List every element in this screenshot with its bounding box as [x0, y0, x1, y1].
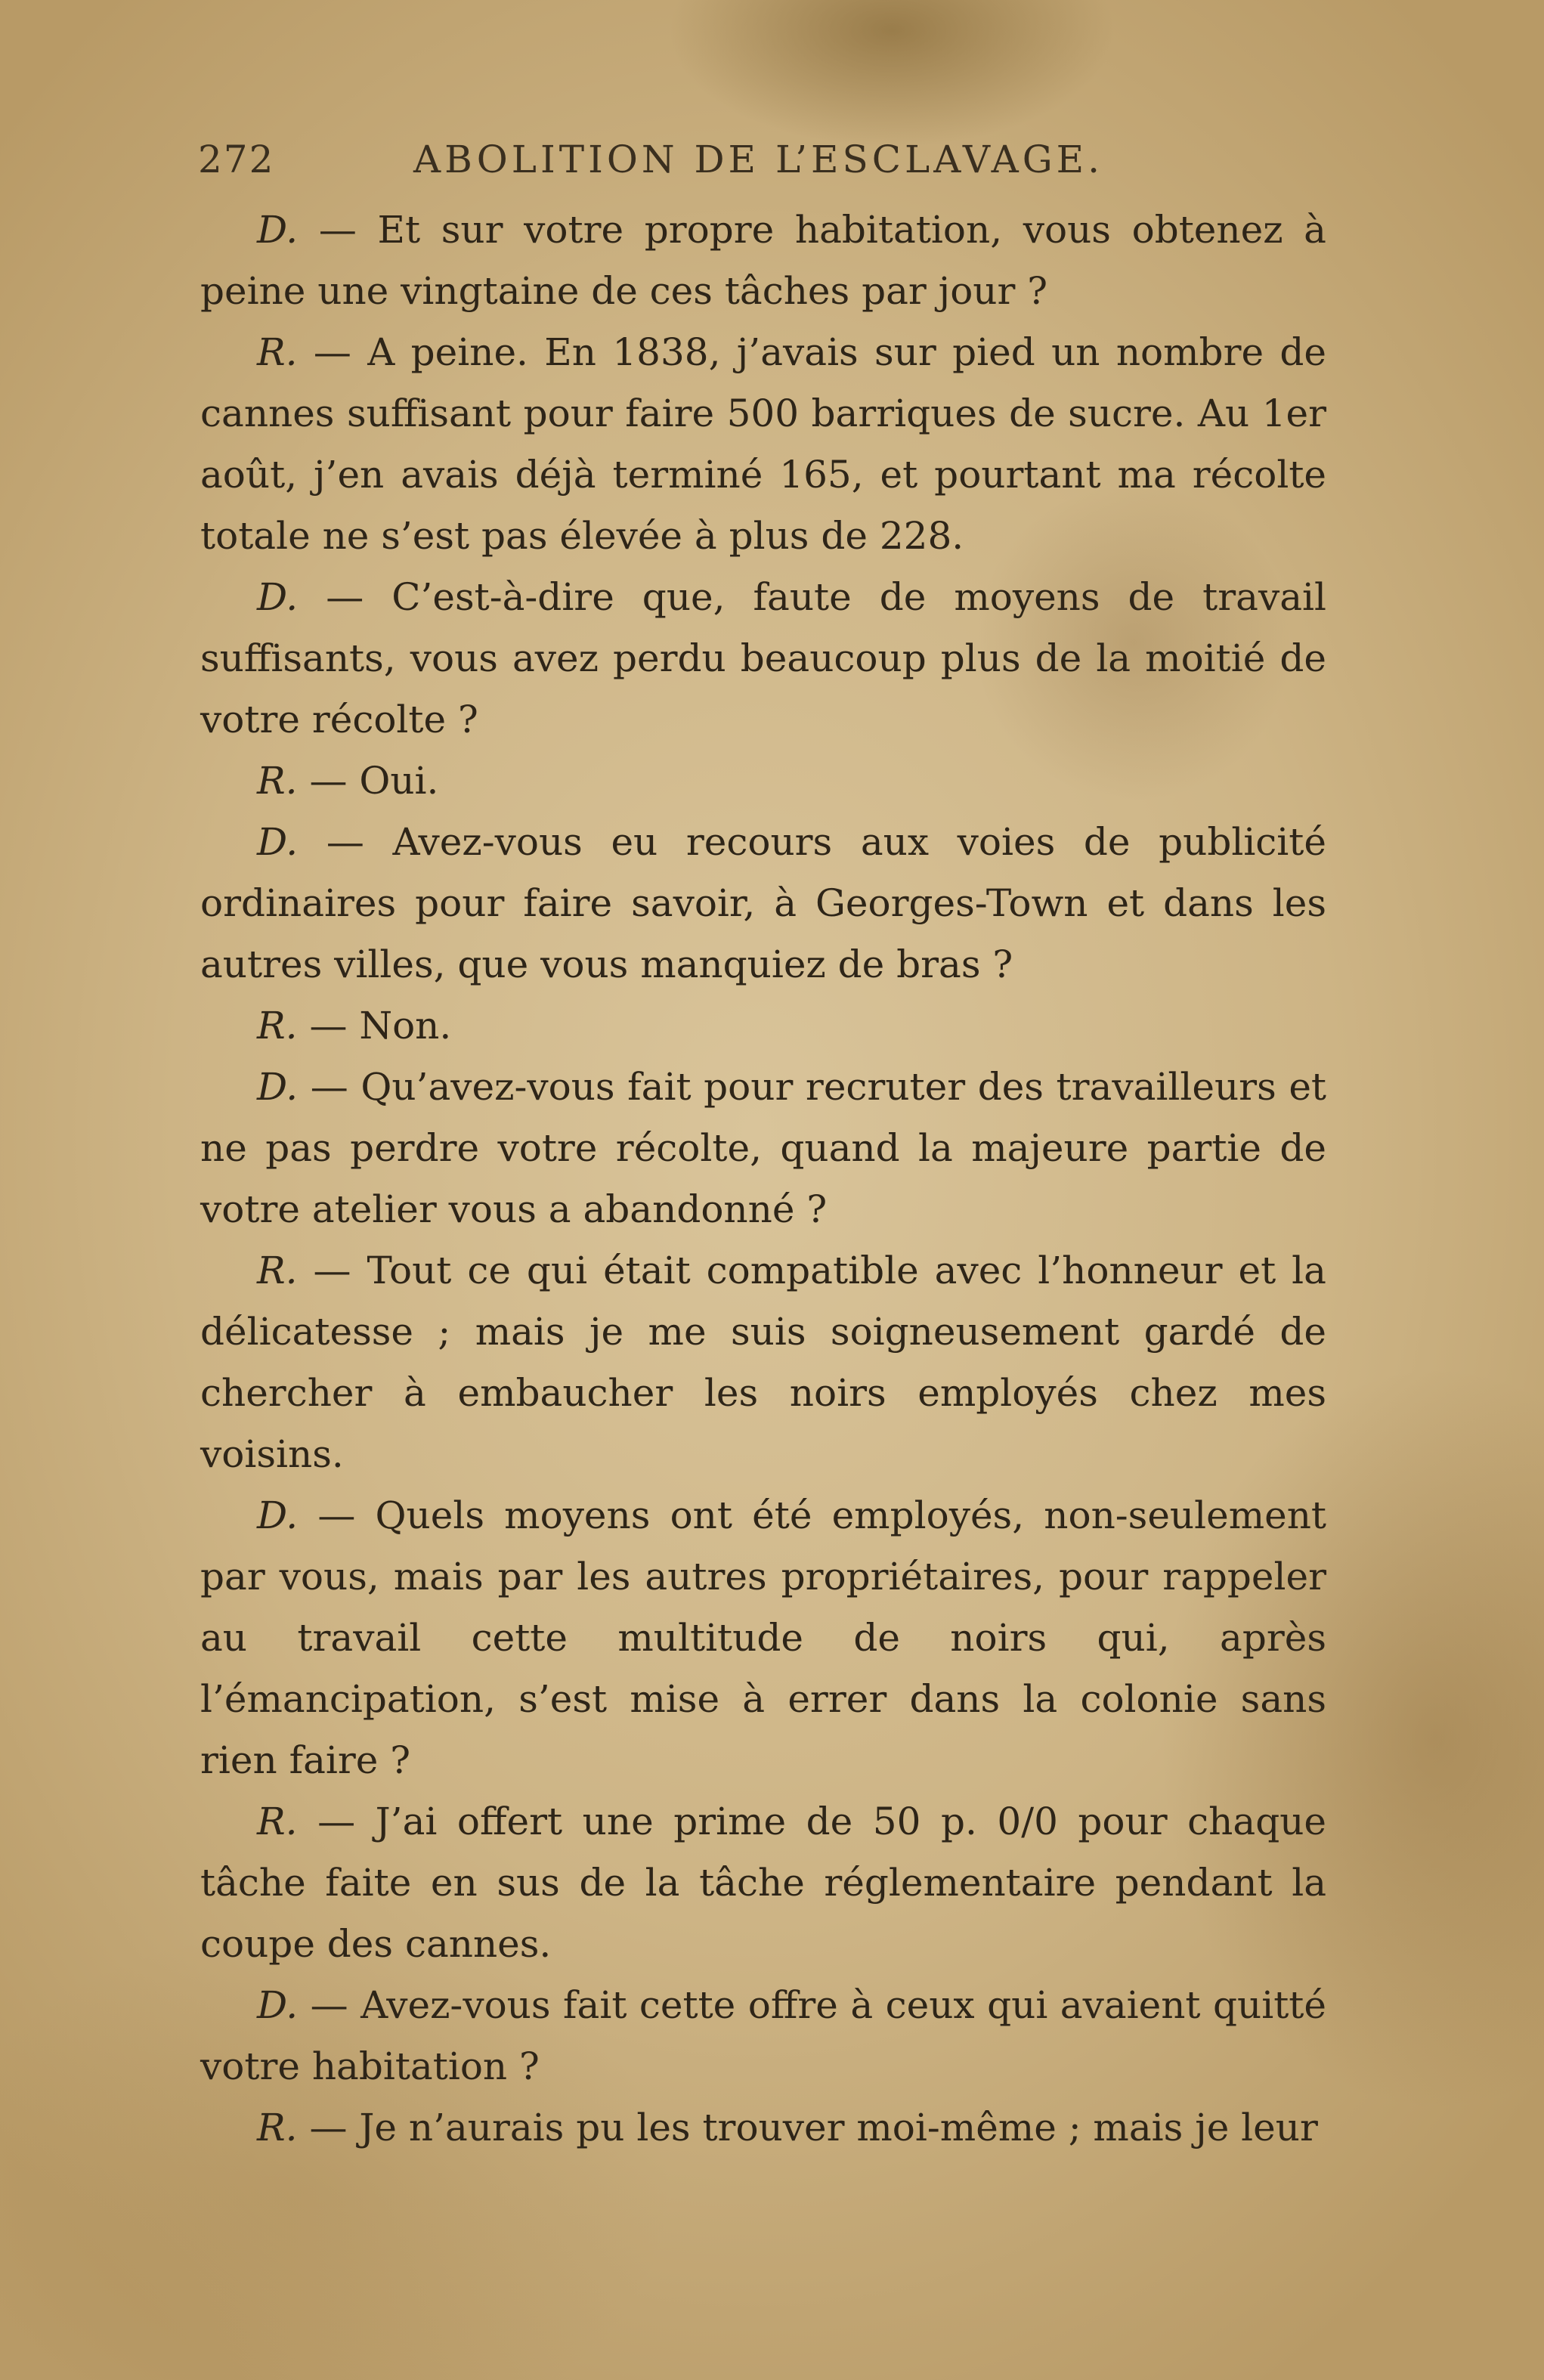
speaker-label: R.	[257, 1004, 298, 1048]
speaker-label: D.	[257, 1983, 299, 2027]
paragraph-2	[200, 322, 1326, 567]
running-head	[198, 138, 1332, 190]
paragraph-3	[200, 567, 1326, 751]
paragraph-text: — Tout ce qui était compatible avec l’honneur et la délicatesse ; mais je me suis soigneusement gardé de chercher à embaucher les noirs employés chez mes voisins.	[200, 1249, 1326, 1476]
paragraph-text: — Non.	[297, 1004, 452, 1048]
paragraph-8	[200, 1240, 1326, 1485]
paragraph-6	[200, 995, 1326, 1057]
speaker-label: D.	[257, 575, 299, 619]
speaker-label: R.	[257, 330, 298, 374]
speaker-label: R.	[257, 759, 298, 803]
paragraph-9	[200, 1485, 1326, 1791]
paragraph-12	[200, 2097, 1326, 2159]
paragraph-4	[200, 751, 1326, 812]
speaker-label: D.	[257, 820, 299, 864]
speaker-label: D.	[257, 1493, 299, 1537]
paragraph-text: — Avez-vous eu recours aux voies de publicité ordinaires pour faire savoir, à Georges-Town et dans les autres villes, que vous manquiez de bras ?	[200, 820, 1326, 986]
speaker-label: D.	[257, 208, 299, 252]
paragraph-text: — J’ai offert une prime de 50 p. 0/0 pour chaque tâche faite en sus de la tâche réglementaire pendant la coupe des cannes.	[200, 1800, 1326, 1966]
speaker-label: R.	[257, 1249, 298, 1292]
paragraph-text: — C’est-à-dire que, faute de moyens de travail suffisants, vous avez perdu beaucoup plus de la moitié de votre récolte ?	[200, 575, 1326, 741]
page-number: 272	[198, 138, 275, 181]
paragraph-text: — Oui.	[297, 759, 439, 803]
speaker-label: R.	[257, 2106, 298, 2149]
paragraph-text: — Qu’avez-vous fait pour recruter des travailleurs et ne pas perdre votre récolte, quand la majeure partie de votre atelier vous a abandonné ?	[200, 1065, 1326, 1231]
paragraph-11	[200, 1975, 1326, 2097]
speaker-label: R.	[257, 1800, 298, 1843]
paragraph-7	[200, 1057, 1326, 1240]
paragraph-1	[200, 200, 1326, 322]
paragraph-text: — A peine. En 1838, j’avais sur pied un nombre de cannes suffisant pour faire 500 barriques de sucre. Au 1er août, j’en avais déjà terminé 165, et pourtant ma récolte totale ne s’est pas élevée à plus de 228.	[200, 330, 1326, 558]
body-text	[200, 200, 1326, 2159]
paragraph-5	[200, 812, 1326, 995]
paragraph-text: — Avez-vous fait cette offre à ceux qui avaient quitté votre habitation ?	[200, 1983, 1326, 2088]
running-title: ABOLITION DE L’ESCLAVAGE.	[413, 138, 1104, 181]
paragraph-text: — Et sur votre propre habitation, vous obtenez à peine une vingtaine de ces tâches par jour ?	[200, 208, 1326, 313]
paragraph-10	[200, 1791, 1326, 1975]
paragraph-text: — Je n’aurais pu les trouver moi-même ; mais je leur	[297, 2106, 1318, 2149]
paragraph-text: — Quels moyens ont été employés, non-seulement par vous, mais par les autres propriétaires, pour rappeler au travail cette multitude de noirs qui, après l’émancipation, s’est mise à errer dans la colonie sans rien faire ?	[200, 1493, 1326, 1782]
speaker-label: D.	[257, 1065, 299, 1109]
